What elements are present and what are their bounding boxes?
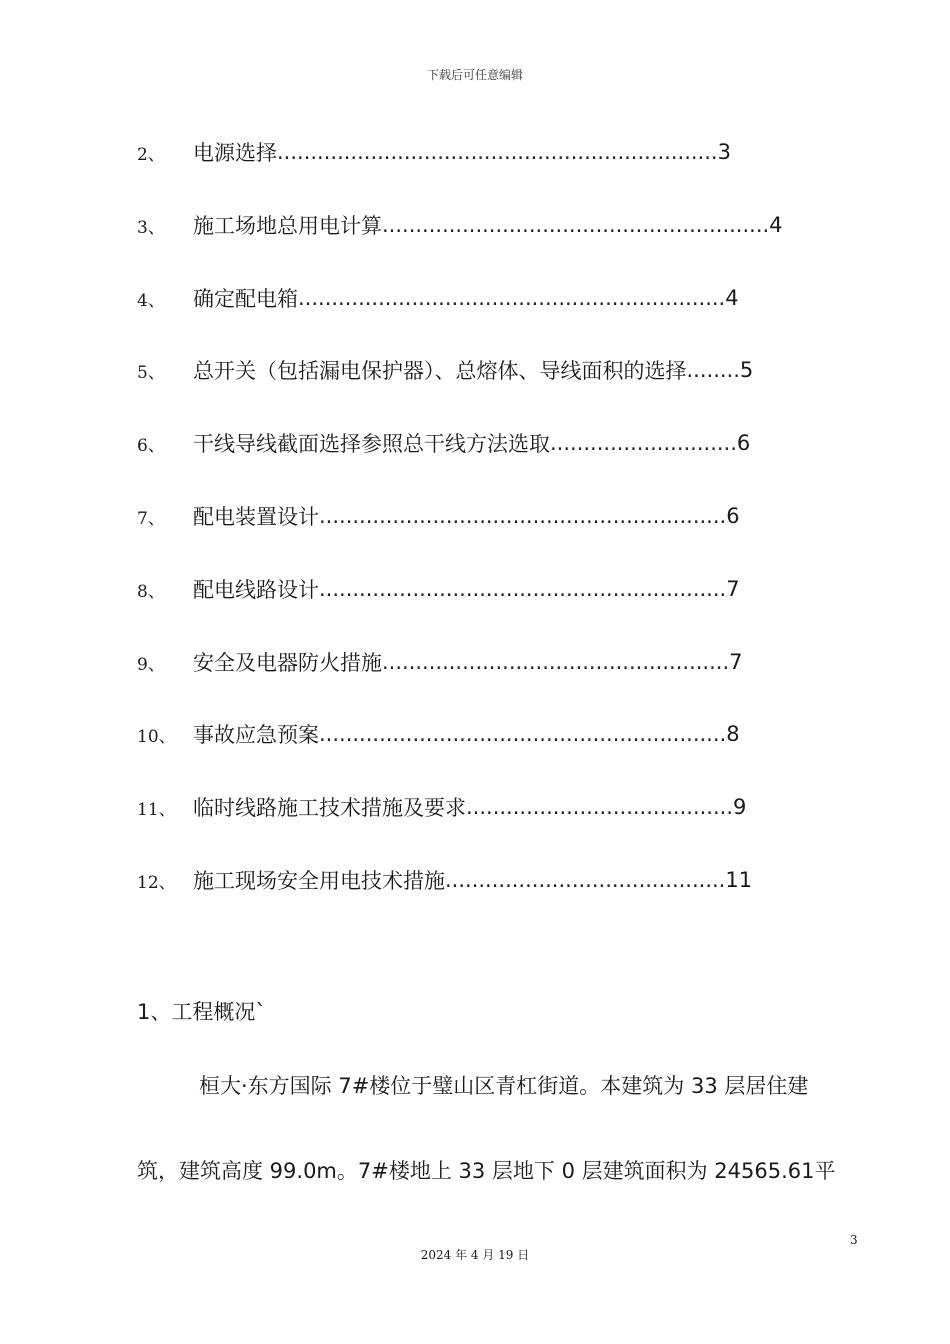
toc-entry-page: 4 <box>725 286 739 310</box>
toc-entry[interactable] <box>137 355 753 385</box>
toc-entry[interactable] <box>137 501 740 531</box>
toc-entry[interactable] <box>137 428 750 458</box>
toc-entry-leader: ............................ <box>550 431 737 455</box>
toc-entry[interactable] <box>137 283 739 313</box>
toc-entry-leader: ................................................................ <box>298 286 726 310</box>
toc-entry-number: 5、 <box>137 362 165 383</box>
toc-entry-title: 配电装置设计 <box>193 505 319 529</box>
toc-entry-number: 2、 <box>137 144 165 165</box>
toc-entry-number: 3、 <box>137 217 165 238</box>
toc-entry-number: 7、 <box>137 508 165 529</box>
toc-entry-page: 9 <box>733 795 747 819</box>
toc-entry-number: 12、 <box>137 872 176 893</box>
toc-entry-page: 7 <box>729 650 743 674</box>
toc-entry-number: 8、 <box>137 581 165 602</box>
toc-entry-page: 5 <box>739 358 754 382</box>
toc-entry[interactable] <box>137 792 746 822</box>
paragraph-line-2: 筑，建筑高度 99.0m。7#楼地上 33 层地下 0 层建筑面积为 24565.61平 <box>137 1159 836 1183</box>
toc-entry[interactable] <box>137 865 752 895</box>
toc-entry-leader: ............................................................. <box>319 722 727 746</box>
toc-entry-page: 11 <box>725 868 753 892</box>
toc-entry[interactable] <box>137 210 783 240</box>
toc-entry[interactable] <box>137 137 731 167</box>
toc-entry-title: 事故应急预案 <box>193 723 319 747</box>
toc-entry-title: 安全及电器防火措施 <box>193 651 382 675</box>
toc-entry-page: 7 <box>726 577 740 601</box>
toc-entry-page: 8 <box>726 722 740 746</box>
toc-entry-title: 确定配电箱 <box>193 287 298 311</box>
toc-entry-number: 6、 <box>137 435 165 456</box>
page-number: 3 <box>850 1233 858 1247</box>
toc-entry-leader: .................................................... <box>382 650 730 674</box>
toc-entry[interactable] <box>137 574 740 604</box>
toc-entry-number: 11、 <box>137 799 176 820</box>
toc-entry-leader: ............................................................. <box>319 504 727 528</box>
toc-entry-number: 9、 <box>137 654 165 675</box>
toc-entry[interactable] <box>137 719 740 749</box>
toc-entry-title: 干线导线截面选择参照总干线方法选取 <box>193 432 550 456</box>
toc-entry-number: 4、 <box>137 290 165 311</box>
toc-entry-number: 10、 <box>137 726 176 747</box>
toc-entry-title: 临时线路施工技术措施及要求 <box>193 796 466 820</box>
toc-entry-title: 总开关（包括漏电保护器）、总熔体、导线面积的选择 <box>193 359 687 383</box>
toc-entry-page: 4 <box>769 213 783 237</box>
toc-entry-title: 施工场地总用电计算 <box>193 214 382 238</box>
toc-entry[interactable] <box>137 647 743 677</box>
toc-entry-page: 6 <box>736 431 751 455</box>
paragraph-line-1: 桓大·东方国际 7#楼位于璧山区青杠街道。本建筑为 33 层居住建 <box>199 1074 809 1098</box>
toc-entry-leader: ........ <box>686 358 740 382</box>
toc-entry-leader: .......................................... <box>445 868 726 892</box>
toc-entry-title: 电源选择 <box>193 141 277 165</box>
footer-date: 2024 年 4 月 19 日 <box>420 1248 530 1262</box>
section-heading: 1、工程概况` <box>137 1000 266 1024</box>
toc-entry-leader: .................................................................. <box>277 140 718 164</box>
toc-entry-leader: ........................................ <box>466 795 734 819</box>
toc-entry-title: 施工现场安全用电技术措施 <box>193 869 445 893</box>
toc-entry-page: 6 <box>726 504 740 528</box>
page-header: 下载后可任意编辑 <box>426 68 523 82</box>
toc-entry-leader: .......................................................... <box>382 213 770 237</box>
toc-entry-title: 配电线路设计 <box>193 578 319 602</box>
toc-entry-page: 3 <box>717 140 731 164</box>
toc-entry-leader: ............................................................. <box>319 577 727 601</box>
